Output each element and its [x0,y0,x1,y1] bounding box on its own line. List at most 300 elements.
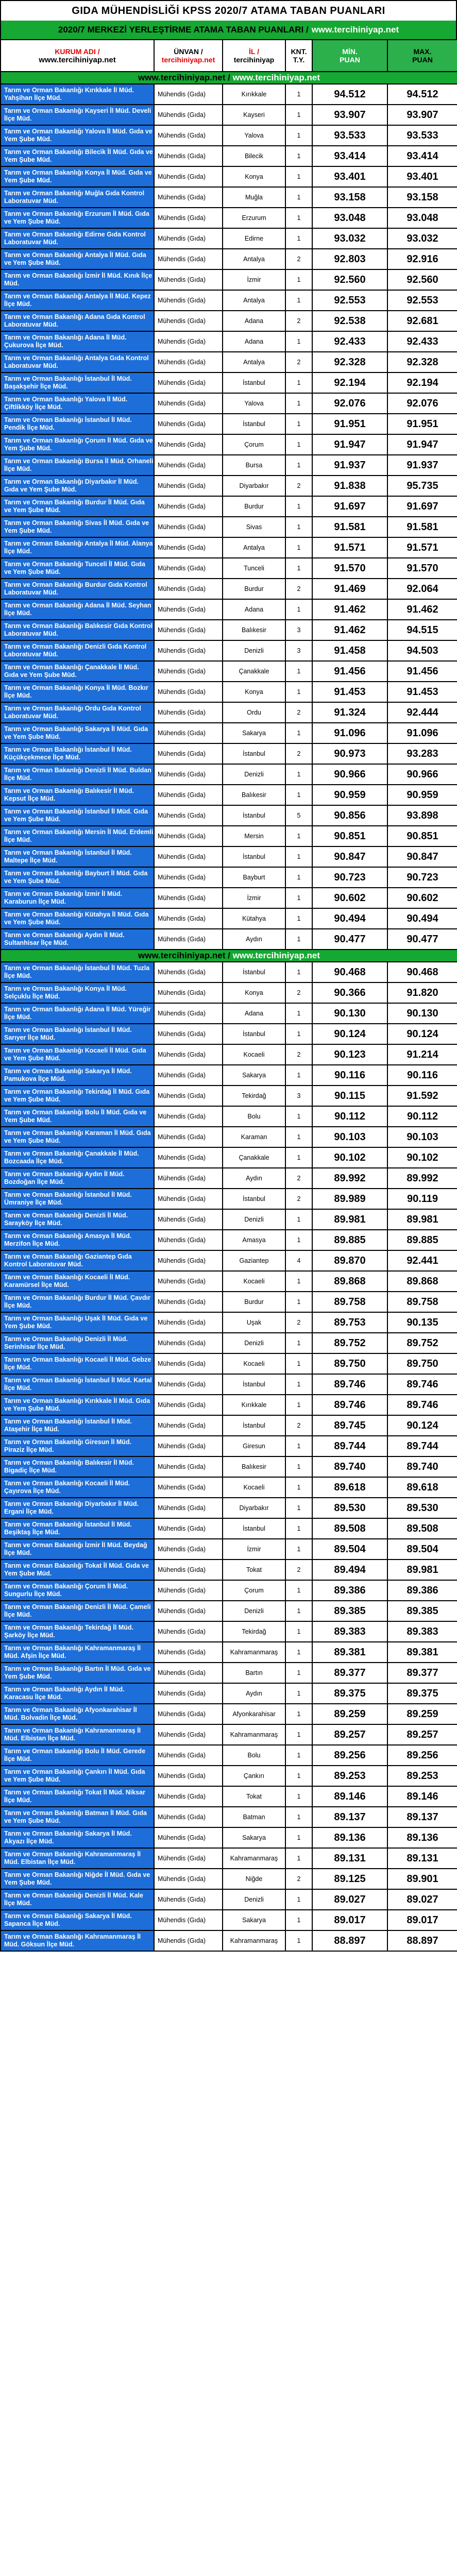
min-puan-cell: 90.723 [312,867,387,888]
il-cell: Kocaeli [223,1353,285,1374]
min-puan-cell: 89.753 [312,1312,387,1333]
unvan-header[interactable] [154,40,223,72]
il-cell: Kayseri [223,105,285,125]
kurum-cell: Tarım ve Orman Bakanlığı Sakarya İl Müd. Pamukova İlçe Müd. [1,1065,154,1086]
kontenjan-cell: 1 [285,1353,312,1374]
unvan-cell: Mühendis (Gıda) [154,476,223,496]
kurum-header[interactable] [1,40,154,72]
separator-link-right[interactable]: www.tercihiniyap.net [232,73,320,82]
kontenjan-cell: 1 [285,1621,312,1642]
unvan-cell: Mühendis (Gıda) [154,1910,223,1930]
il-cell: Erzurum [223,208,285,228]
kurum-cell: Tarım ve Orman Bakanlığı İstanbul İl Müd. Gıda ve Yem Şube Müd. [1,805,154,826]
min-puan-cell: 90.366 [312,982,387,1003]
kurum-cell: Tarım ve Orman Bakanlığı Bolu İl Müd. Gıda ve Yem Şube Müd. [1,1106,154,1127]
min-puan-cell: 90.130 [312,1003,387,1024]
il-cell: Adana [223,1003,285,1024]
kurum-cell: Tarım ve Orman Bakanlığı Burdur Gıda Kontrol Laboratuvar Müd. [1,579,154,599]
unvan-cell: Mühendis (Gıda) [154,1539,223,1560]
unvan-cell: Mühendis (Gıda) [154,1147,223,1168]
kurum-cell: Tarım ve Orman Bakanlığı Kocaeli İl Müd. Çayırova İlçe Müd. [1,1477,154,1498]
unvan-cell: Mühendis (Gıda) [154,1786,223,1807]
min-puan-cell: 89.146 [312,1786,387,1807]
unvan-cell: Mühendis (Gıda) [154,1333,223,1353]
unvan-cell: Mühendis (Gıda) [154,1065,223,1086]
il-header[interactable] [223,40,285,72]
max-puan-cell: 89.740 [387,1456,457,1477]
min-puan-cell: 92.538 [312,311,387,331]
table-row [1,599,457,620]
kontenjan-cell: 1 [285,1127,312,1147]
kurum-cell: Tarım ve Orman Bakanlığı Kocaeli İl Müd. Gebze İlçe Müd. [1,1353,154,1374]
min-puan-cell: 89.981 [312,1209,387,1230]
il-cell: Adana [223,599,285,620]
table-row [1,982,457,1003]
unvan-header-url: tercihiniyap.net [161,56,215,64]
il-cell: Kahramanmaraş [223,1642,285,1663]
il-cell: Kırıkkale [223,1395,285,1415]
max-puan-header[interactable] [387,40,457,72]
table-row [1,743,457,764]
il-cell: İstanbul [223,414,285,434]
kurum-cell: Tarım ve Orman Bakanlığı Adana İl Müd. Çukurova İlçe Müd. [1,331,154,352]
max-puan-cell: 91.592 [387,1086,457,1106]
separator-link-left[interactable]: www.tercihiniyap.net [138,73,226,82]
unvan-cell: Mühendis (Gıda) [154,393,223,414]
min-puan-cell: 91.096 [312,723,387,743]
max-puan-cell: 90.124 [387,1415,457,1436]
kontenjan-cell: 3 [285,1086,312,1106]
table-row [1,1539,457,1560]
table-row [1,393,457,414]
unvan-cell: Mühendis (Gıda) [154,269,223,290]
il-header-url: tercihiniyap [233,56,275,64]
max-puan-cell: 89.508 [387,1518,457,1539]
il-cell: Burdur [223,579,285,599]
table-row [1,1518,457,1539]
min-puan-cell: 91.456 [312,661,387,682]
il-cell: Denizli [223,1209,285,1230]
kontenjan-cell: 1 [285,1580,312,1601]
kurum-cell: Tarım ve Orman Bakanlığı Konya İl Müd. Bozkır İlçe Müd. [1,682,154,702]
max-puan-cell: 89.868 [387,1271,457,1292]
table-row [1,1456,457,1477]
kontenjan-cell: 1 [285,1395,312,1415]
kontenjan-cell: 1 [285,331,312,352]
kontenjan-cell: 3 [285,620,312,640]
unvan-cell: Mühendis (Gıda) [154,84,223,105]
kontenjan-cell: 1 [285,908,312,929]
max-puan-cell: 89.383 [387,1621,457,1642]
kontenjan-cell: 1 [285,888,312,908]
max-puan-cell: 92.194 [387,372,457,393]
unvan-cell: Mühendis (Gıda) [154,414,223,434]
max-puan-cell: 93.533 [387,125,457,146]
header-row [1,40,457,72]
table-row [1,1580,457,1601]
il-cell: Balıkesir [223,785,285,805]
min-puan-cell: 91.453 [312,682,387,702]
unvan-cell: Mühendis (Gıda) [154,517,223,537]
min-puan-cell: 91.951 [312,414,387,434]
table-row [1,1230,457,1250]
unvan-cell: Mühendis (Gıda) [154,1518,223,1539]
min-puan-cell: 91.570 [312,558,387,579]
min-puan-cell: 89.758 [312,1292,387,1312]
unvan-cell: Mühendis (Gıda) [154,166,223,187]
kurum-cell: Tarım ve Orman Bakanlığı Niğde İl Müd. Gıda ve Yem Şube Müd. [1,1869,154,1889]
table-row [1,331,457,352]
min-puan-cell: 89.375 [312,1683,387,1704]
kontenjan-cell: 1 [285,125,312,146]
table-row [1,1889,457,1910]
unvan-cell: Mühendis (Gıda) [154,1189,223,1209]
kontenjan-cell: 2 [285,1869,312,1889]
kontenjan-cell: 1 [285,517,312,537]
max-puan-cell: 92.916 [387,249,457,269]
il-cell: Konya [223,166,285,187]
table-row [1,1930,457,1951]
max-puan-cell: 89.746 [387,1395,457,1415]
table-row [1,269,457,290]
il-cell: İstanbul [223,1374,285,1395]
il-cell: Denizli [223,1601,285,1621]
il-cell: Burdur [223,496,285,517]
kontenjan-cell: 2 [285,352,312,372]
max-puan-cell: 92.560 [387,269,457,290]
max-puan-cell: 89.256 [387,1745,457,1766]
kontenjan-cell: 1 [285,1333,312,1353]
il-header-title: İL / [249,47,259,56]
il-cell: Çorum [223,1580,285,1601]
table-row [1,105,457,125]
il-cell: Yalova [223,393,285,414]
unvan-cell: Mühendis (Gıda) [154,290,223,311]
max-header-sub: PUAN [412,56,433,64]
unvan-cell: Mühendis (Gıda) [154,249,223,269]
min-puan-cell: 93.907 [312,105,387,125]
kontenjan-cell: 1 [285,826,312,846]
max-puan-cell: 92.328 [387,352,457,372]
min-puan-cell: 89.125 [312,1869,387,1889]
kontenjan-cell: 1 [285,846,312,867]
max-puan-cell: 89.146 [387,1786,457,1807]
min-puan-cell: 90.102 [312,1147,387,1168]
kontenjan-cell: 1 [285,962,312,982]
min-puan-cell: 92.560 [312,269,387,290]
min-puan-cell: 88.897 [312,1930,387,1951]
min-puan-cell: 90.966 [312,764,387,785]
il-cell: İstanbul [223,805,285,826]
unvan-cell: Mühendis (Gıda) [154,1395,223,1415]
kurum-cell: Tarım ve Orman Bakanlığı Tekirdağ İl Müd. Şarköy İlçe Müd. [1,1621,154,1642]
max-puan-cell: 93.158 [387,187,457,208]
il-cell: İstanbul [223,962,285,982]
unvan-cell: Mühendis (Gıda) [154,929,223,950]
il-cell: Kahramanmaraş [223,1930,285,1951]
kurum-cell: Tarım ve Orman Bakanlığı Çanakkale İl Müd. Gıda ve Yem Şube Müd. [1,661,154,682]
min-puan-cell: 89.494 [312,1560,387,1580]
min-puan-cell: 91.324 [312,702,387,723]
unvan-cell: Mühendis (Gıda) [154,1024,223,1044]
max-puan-cell: 89.253 [387,1766,457,1786]
unvan-cell: Mühendis (Gıda) [154,1415,223,1436]
unvan-cell: Mühendis (Gıda) [154,311,223,331]
min-puan-cell: 90.468 [312,962,387,982]
table-row [1,125,457,146]
max-puan-cell: 90.602 [387,888,457,908]
unvan-cell: Mühendis (Gıda) [154,1889,223,1910]
separator-link-right[interactable]: www.tercihiniyap.net [232,951,320,960]
il-cell: Sakarya [223,723,285,743]
il-cell: Kahramanmaraş [223,1724,285,1745]
table-row [1,1786,457,1807]
min-puan-cell: 92.328 [312,352,387,372]
min-puan-cell: 89.377 [312,1663,387,1683]
table-row [1,372,457,393]
il-cell: Giresun [223,1436,285,1456]
table-row [1,1415,457,1436]
kurum-cell: Tarım ve Orman Bakanlığı Denizli İl Müd. Çameli İlçe Müd. [1,1601,154,1621]
kurum-cell: Tarım ve Orman Bakanlığı Bayburt İl Müd. Gıda ve Yem Şube Müd. [1,867,154,888]
table-row [1,1560,457,1580]
unvan-cell: Mühendis (Gıda) [154,640,223,661]
max-puan-cell: 91.937 [387,455,457,476]
min-puan-cell: 91.937 [312,455,387,476]
table-row [1,146,457,166]
unvan-cell: Mühendis (Gıda) [154,1374,223,1395]
kontenjan-cell: 1 [285,537,312,558]
knt-header[interactable] [285,40,312,72]
max-puan-cell: 89.259 [387,1704,457,1724]
unvan-cell: Mühendis (Gıda) [154,187,223,208]
min-puan-cell: 89.989 [312,1189,387,1209]
unvan-cell: Mühendis (Gıda) [154,1580,223,1601]
min-puan-cell: 89.752 [312,1333,387,1353]
min-puan-cell: 91.571 [312,537,387,558]
banner-link[interactable]: www.tercihiniyap.net [311,25,399,35]
il-cell: Gaziantep [223,1250,285,1271]
kurum-cell: Tarım ve Orman Bakanlığı Tunceli İl Müd. Gıda ve Yem Şube Müd. [1,558,154,579]
kontenjan-cell: 1 [285,434,312,455]
il-cell: Balıkesir [223,1456,285,1477]
table-row [1,311,457,331]
unvan-cell: Mühendis (Gıda) [154,620,223,640]
table-row [1,661,457,682]
kontenjan-cell: 1 [285,372,312,393]
max-puan-cell: 89.981 [387,1209,457,1230]
kontenjan-cell: 1 [285,414,312,434]
kontenjan-cell: 1 [285,187,312,208]
max-puan-cell: 89.257 [387,1724,457,1745]
kontenjan-cell: 1 [285,1518,312,1539]
min-puan-cell: 90.856 [312,805,387,826]
kontenjan-cell: 2 [285,1415,312,1436]
max-puan-cell: 93.401 [387,166,457,187]
kurum-cell: Tarım ve Orman Bakanlığı İzmir İl Müd. Karaburun İlçe Müd. [1,888,154,908]
min-puan-cell: 89.746 [312,1395,387,1415]
il-cell: İstanbul [223,372,285,393]
kontenjan-cell: 1 [285,1889,312,1910]
table-row [1,1498,457,1518]
unvan-cell: Mühendis (Gıda) [154,1086,223,1106]
min-puan-cell: 89.381 [312,1642,387,1663]
kontenjan-cell: 1 [285,1745,312,1766]
table-row [1,496,457,517]
table-row [1,1601,457,1621]
kurum-cell: Tarım ve Orman Bakanlığı Tokat İl Müd. Gıda ve Yem Şube Müd. [1,1560,154,1580]
unvan-cell: Mühendis (Gıda) [154,826,223,846]
max-puan-cell: 89.992 [387,1168,457,1189]
il-cell: Sakarya [223,1827,285,1848]
kurum-cell: Tarım ve Orman Bakanlığı Muğla Gıda Kontrol Laboratuvar Müd. [1,187,154,208]
min-puan-cell: 89.257 [312,1724,387,1745]
separator-link-left[interactable]: www.tercihiniyap.net [138,951,226,960]
il-cell: Tokat [223,1560,285,1580]
table-row [1,908,457,929]
table-row [1,1724,457,1745]
kurum-cell: Tarım ve Orman Bakanlığı İstanbul İl Müd. Tuzla İlçe Müd. [1,962,154,982]
kurum-cell: Tarım ve Orman Bakanlığı Aydın İl Müd. Bozdoğan İlçe Müd. [1,1168,154,1189]
kontenjan-cell: 5 [285,805,312,826]
max-puan-cell: 89.752 [387,1333,457,1353]
kontenjan-cell: 1 [285,1024,312,1044]
table-row [1,455,457,476]
kontenjan-cell: 2 [285,1044,312,1065]
kurum-cell: Tarım ve Orman Bakanlığı Balıkesir İl Müd. Bigadiç İlçe Müd. [1,1456,154,1477]
unvan-header-title: ÜNVAN / [174,47,203,56]
kurum-cell: Tarım ve Orman Bakanlığı Kocaeli İl Müd. Karamürsel İlçe Müd. [1,1271,154,1292]
il-cell: İstanbul [223,1415,285,1436]
il-cell: Afyonkarahisar [223,1704,285,1724]
kurum-cell: Tarım ve Orman Bakanlığı Aydın İl Müd. Sultanhisar İlçe Müd. [1,929,154,950]
il-cell: Denizli [223,764,285,785]
max-puan-cell: 89.137 [387,1807,457,1827]
max-puan-cell: 90.494 [387,908,457,929]
max-puan-cell: 93.907 [387,105,457,125]
kontenjan-cell: 1 [285,723,312,743]
min-puan-header[interactable] [312,40,387,72]
max-puan-cell: 90.847 [387,846,457,867]
il-cell: Antalya [223,352,285,372]
scores-table [0,39,457,1952]
min-puan-cell: 90.959 [312,785,387,805]
max-puan-cell: 89.377 [387,1663,457,1683]
kurum-cell: Tarım ve Orman Bakanlığı Konya İl Müd. Gıda ve Yem Şube Müd. [1,166,154,187]
min-puan-cell: 89.868 [312,1271,387,1292]
kontenjan-cell: 2 [285,702,312,723]
il-cell: Çanakkale [223,661,285,682]
kurum-cell: Tarım ve Orman Bakanlığı Bilecik İl Müd. Gıda ve Yem Şube Müd. [1,146,154,166]
il-cell: İstanbul [223,1024,285,1044]
unvan-cell: Mühendis (Gıda) [154,125,223,146]
il-cell: Adana [223,311,285,331]
max-puan-cell: 89.744 [387,1436,457,1456]
table-row [1,1250,457,1271]
kontenjan-cell: 1 [285,208,312,228]
il-cell: Kocaeli [223,1044,285,1065]
unvan-cell: Mühendis (Gıda) [154,331,223,352]
kurum-cell: Tarım ve Orman Bakanlığı Denizli İl Müd. Serinhisar İlçe Müd. [1,1333,154,1353]
max-puan-cell: 92.681 [387,311,457,331]
il-cell: Burdur [223,1292,285,1312]
knt-header-title: KNT. [291,47,307,56]
table-row [1,1807,457,1827]
min-puan-cell: 93.158 [312,187,387,208]
kontenjan-cell: 2 [285,1168,312,1189]
il-cell: Kocaeli [223,1477,285,1498]
kontenjan-cell: 1 [285,1292,312,1312]
max-puan-cell: 90.103 [387,1127,457,1147]
unvan-cell: Mühendis (Gıda) [154,434,223,455]
il-cell: Aydın [223,1683,285,1704]
min-puan-cell: 91.947 [312,434,387,455]
kontenjan-cell: 1 [285,105,312,125]
kurum-cell: Tarım ve Orman Bakanlığı Aydın İl Müd. Karacasu İlçe Müd. [1,1683,154,1704]
table-row [1,764,457,785]
min-puan-cell: 89.253 [312,1766,387,1786]
kurum-cell: Tarım ve Orman Bakanlığı Edirne Gıda Kontrol Laboratuvar Müd. [1,228,154,249]
max-puan-cell: 90.966 [387,764,457,785]
max-puan-cell: 89.386 [387,1580,457,1601]
il-cell: İstanbul [223,1189,285,1209]
unvan-cell: Mühendis (Gıda) [154,1807,223,1827]
table-row [1,1353,457,1374]
il-cell: İzmir [223,1539,285,1560]
kurum-cell: Tarım ve Orman Bakanlığı İzmir İl Müd. Beydağ İlçe Müd. [1,1539,154,1560]
table-row [1,682,457,702]
kontenjan-cell: 1 [285,1271,312,1292]
kontenjan-cell: 1 [285,290,312,311]
min-puan-cell: 90.112 [312,1106,387,1127]
kontenjan-cell: 1 [285,785,312,805]
unvan-cell: Mühendis (Gıda) [154,1271,223,1292]
il-cell: Bursa [223,455,285,476]
min-puan-cell: 90.116 [312,1065,387,1086]
max-puan-cell: 90.102 [387,1147,457,1168]
table-row [1,867,457,888]
unvan-cell: Mühendis (Gıda) [154,1106,223,1127]
il-cell: Adana [223,331,285,352]
min-puan-cell: 93.048 [312,208,387,228]
table-row [1,1436,457,1456]
min-puan-cell: 89.256 [312,1745,387,1766]
min-puan-cell: 90.123 [312,1044,387,1065]
unvan-cell: Mühendis (Gıda) [154,1869,223,1889]
table-row [1,1312,457,1333]
kurum-cell: Tarım ve Orman Bakanlığı Denizli İl Müd. Sarayköy İlçe Müd. [1,1209,154,1230]
unvan-cell: Mühendis (Gıda) [154,558,223,579]
unvan-cell: Mühendis (Gıda) [154,1766,223,1786]
il-cell: Bolu [223,1106,285,1127]
kontenjan-cell: 1 [285,1807,312,1827]
min-puan-cell: 89.618 [312,1477,387,1498]
unvan-cell: Mühendis (Gıda) [154,1312,223,1333]
min-puan-cell: 91.458 [312,640,387,661]
il-cell: Antalya [223,249,285,269]
min-puan-cell: 90.602 [312,888,387,908]
kontenjan-cell: 1 [285,1477,312,1498]
max-puan-cell: 89.750 [387,1353,457,1374]
table-row [1,249,457,269]
kurum-cell: Tarım ve Orman Bakanlığı İstanbul İl Müd. Ataşehir İlçe Müd. [1,1415,154,1436]
kontenjan-cell: 1 [285,228,312,249]
unvan-cell: Mühendis (Gıda) [154,888,223,908]
kurum-cell: Tarım ve Orman Bakanlığı Diyarbakır İl Müd. Gıda ve Yem Şube Müd. [1,476,154,496]
max-puan-cell: 89.504 [387,1539,457,1560]
max-puan-cell: 91.456 [387,661,457,682]
table-row [1,1333,457,1353]
